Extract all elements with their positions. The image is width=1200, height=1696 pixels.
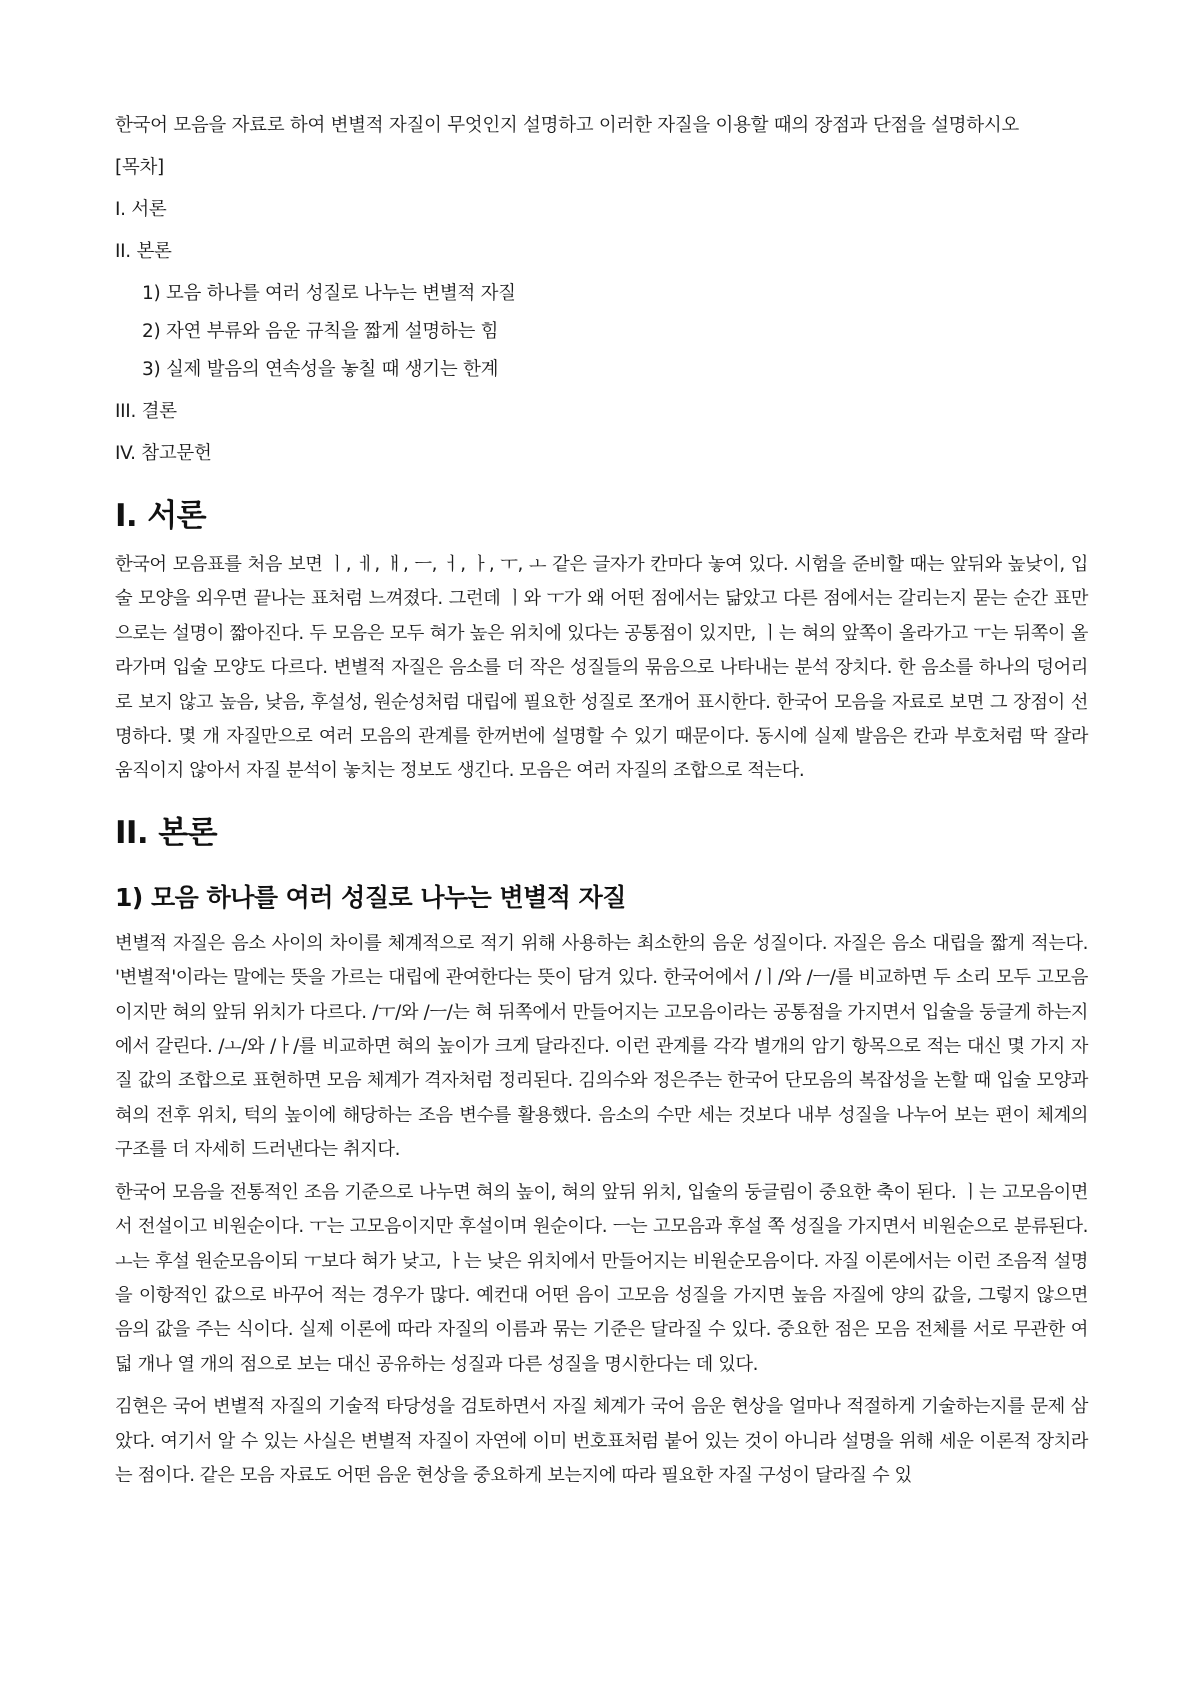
toc-item-body: II. 본론 — [115, 241, 172, 262]
toc-item-intro: I. 서론 — [115, 199, 167, 220]
body-paragraph-2: 한국어 모음을 전통적인 조음 기준으로 나누면 혀의 높이, 혀의 앞뒤 위치, 입술의 둥글림이 중요한 축이 된다. ㅣ는 고모음이면서 전설이고 비원순이다. ㅜ는 고모음이지만 후설이며 원순이다. ㅡ는 고모음과 후설 쪽 성질을 가지면서 비원순으로 분류된다. ㅗ는 후설 원순모음이되 ㅜ보다 혀가 낮고, ㅏ는 낮은 위치에서 만들어지는 비원순모음이다. 자질 이론에서는 이런 조음적 설명을 이항적인 값으로 바꾸어 적는 경우가 많다. 예컨대 어떤 음이 고모음 성질을 가지면 높음 자질에 양의 값을, 그렇지 않으면 음의 값을 주는 식이다. 실제 이론에 따라 자질의 이름과 묶는 기준은 달라질 수 있다. 중요한 점은 모음 전체를 서로 무관한 여덟 개나 열 개의 점으로 보는 대신 공유하는 성질과 다른 성질을 명시한다는 데 있다. — [115, 1181, 1088, 1375]
toc-subitem-1: 1) 모음 하나를 여러 성질로 나누는 변별적 자질 — [142, 283, 516, 304]
toc-item-references: IV. 참고문헌 — [115, 443, 212, 464]
body-paragraph-3: 김현은 국어 변별적 자질의 기술적 타당성을 검토하면서 자질 체계가 국어 음운 현상을 얼마나 적절하게 기술하는지를 문제 삼았다. 여기서 알 수 있는 사실은 변별적 자질이 자연에 이미 번호표처럼 붙어 있는 것이 아니라 설명을 위해 세운 이론적 장치라는 점이다. 같은 모음 자료도 어떤 음운 현상을 중요하게 보는지에 따라 필요한 자질 구성이 달라질 수 있 — [115, 1396, 1088, 1486]
toc-subitem-2: 2) 자연 부류와 음운 규칙을 짧게 설명하는 힘 — [142, 321, 499, 342]
toc-title: [목차] — [115, 157, 164, 178]
body-paragraph-1: 변별적 자질은 음소 사이의 차이를 체계적으로 적기 위해 사용하는 최소한의 음운 성질이다. 자질은 음소 대립을 짧게 적는다. '변별적'이라는 말에는 뜻을 가르는 대립에 관여한다는 뜻이 담겨 있다. 한국어에서 /ㅣ/와 /ㅡ/를 비교하면 두 소리 모두 고모음이지만 혀의 앞뒤 위치가 다르다. /ㅜ/와 /ㅡ/는 혀 뒤쪽에서 만들어지는 고모음이라는 공통점을 가지면서 입술을 둥글게 하는지에서 갈린다. /ㅗ/와 /ㅏ/를 비교하면 혀의 높이가 크게 달라진다. 이런 관계를 각각 별개의 암기 항목으로 적는 대신 몇 가지 자질 값의 조합으로 표현하면 모음 체계가 격자처럼 정리된다. 김의수와 정은주는 한국어 단모음의 복잡성을 논할 때 입술 모양과 혀의 전후 위치, 턱의 높이에 해당하는 조음 변수를 활용했다. 음소의 수만 세는 것보다 내부 성질을 나누어 보는 편이 체계의 구조를 더 자세히 드러낸다는 취지다. — [115, 932, 1088, 1161]
intro-paragraph: 한국어 모음표를 처음 보면 ㅣ, ㅔ, ㅐ, ㅡ, ㅓ, ㅏ, ㅜ, ㅗ 같은 글자가 칸마다 놓여 있다. 시험을 준비할 때는 앞뒤와 높낮이, 입술 모양을 외우면 끝나는 표처럼 느껴졌다. 그런데 ㅣ와 ㅜ가 왜 어떤 점에서는 닮았고 다른 점에서는 갈리는지 묻는 순간 표만으로는 설명이 짧아진다. 두 모음은 모두 혀가 높은 위치에 있다는 공통점이 있지만, ㅣ는 혀의 앞쪽이 올라가고 ㅜ는 뒤쪽이 올라가며 입술 모양도 다르다. 변별적 자질은 음소를 더 작은 성질들의 묶음으로 나타내는 분석 장치다. 한 음소를 하나의 덩어리로 보지 않고 높음, 낮음, 후설성, 원순성처럼 대립에 필요한 성질로 쪼개어 표시한다. 한국어 모음을 자료로 보면 그 장점이 선명하다. 몇 개 자질만으로 여러 모음의 관계를 한꺼번에 설명할 수 있기 때문이다. 동시에 실제 발음은 칸과 부호처럼 딱 잘라 움직이지 않아서 자질 분석이 놓치는 정보도 생긴다. 모음은 여러 자질의 조합으로 적는다. — [115, 554, 1088, 782]
intro-heading: I. 서론 — [115, 498, 206, 534]
toc-subitem-3: 3) 실제 발음의 연속성을 놓칠 때 생기는 한계 — [142, 359, 499, 380]
body-heading: II. 본론 — [115, 814, 217, 851]
body-subheading-1: 1) 모음 하나를 여러 성질로 나누는 변별적 자질 — [115, 882, 626, 912]
assignment-question: 한국어 모음을 자료로 하여 변별적 자질이 무엇인지 설명하고 이러한 자질을 이용할 때의 장점과 단점을 설명하시오 — [115, 115, 1019, 136]
table-of-contents — [115, 154, 1088, 468]
toc-item-conclusion: III. 결론 — [115, 401, 177, 422]
